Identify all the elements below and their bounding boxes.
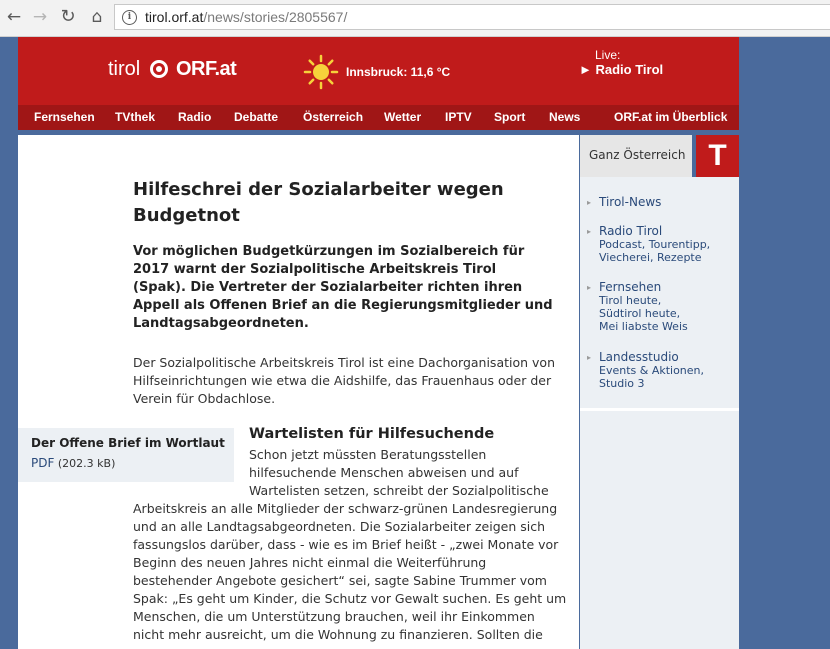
infobox (18, 428, 234, 482)
info-icon[interactable]: i (122, 10, 137, 25)
nav-item-fernsehen[interactable]: Fernsehen (34, 110, 95, 124)
nav-item-wetter[interactable]: Wetter (384, 110, 422, 124)
pdf-size: (202.3 kB) (57, 457, 116, 470)
sidebar-item-sub[interactable]: Tirol heute, (599, 294, 662, 307)
live-radio-link[interactable]: ► Radio Tirol (579, 62, 664, 77)
sidebar-item-title[interactable]: Radio Tirol (599, 224, 663, 238)
sidebar-item-sub[interactable]: Mei liabste Weis (599, 320, 688, 333)
url-path: /news/stories/2805567/ (203, 9, 348, 25)
nav-item-debatte[interactable]: Debatte (234, 110, 279, 124)
site-header (18, 37, 739, 105)
sidebar-item-sub[interactable]: Events & Aktionen, (599, 364, 705, 377)
body-line: bestehender Angebote gesichert“ sei, sagte Sabine Trummer vom (133, 573, 547, 588)
logo-brand[interactable]: ORF.at (176, 58, 237, 80)
article-subheading: Wartelisten für Hilfesuchende (249, 426, 495, 442)
body-line: hilfesuchende Menschen abweisen und auf (249, 465, 519, 480)
main-nav (18, 105, 739, 130)
bullet-icon: ▸ (587, 283, 592, 292)
url-domain: tirol.orf.at (145, 9, 204, 25)
sidebar-item-sub[interactable]: Südtirol heute, (599, 307, 681, 320)
address-bar[interactable] (114, 4, 830, 30)
tab-tirol-t[interactable]: T (696, 135, 739, 177)
bullet-icon: ▸ (587, 353, 592, 362)
sidebar-lower-panel (580, 411, 739, 649)
nav-item-oesterreich[interactable]: Österreich (303, 110, 364, 124)
body-line: und an alle Landtagsabgeordneten. Die Sozialarbeiter zeigen sich (133, 519, 545, 534)
nav-item-orf-overview[interactable]: ORF.at im Überblick (614, 110, 728, 124)
body-line: Wartelisten setzen, schreibt der Sozialpolitische (249, 483, 549, 498)
orf-eye-logo-icon[interactable] (150, 60, 168, 78)
body-line: Schon jetzt müssten Beratungsstellen (249, 447, 487, 462)
forward-arrow-icon[interactable]: → (32, 7, 48, 27)
sun-icon (303, 54, 339, 90)
home-icon[interactable]: ⌂ (91, 7, 103, 27)
browser-toolbar (0, 0, 830, 37)
nav-item-tvthek[interactable]: TVthek (115, 110, 156, 124)
article-headline: Hilfeschrei der Sozialarbeiter wegen Budgetnot (133, 179, 504, 226)
sidebar-item-sub[interactable]: Viecherei, Rezepte (599, 251, 702, 264)
live-label: Live: (595, 48, 621, 62)
logo-region[interactable]: tirol (108, 58, 141, 80)
body-line: Beginn des neuen Jahres nicht einmal die Weiterführung (133, 555, 487, 570)
nav-item-sport[interactable]: Sport (494, 110, 526, 124)
bullet-icon: ▸ (587, 227, 592, 236)
body-line: fassungslos darüber, dass - wie es im Brief heißt - „zwei Monate vor (133, 537, 559, 552)
bullet-icon: ▸ (587, 198, 592, 207)
sidebar-item-sub[interactable]: Studio 3 (599, 377, 645, 390)
nav-item-radio[interactable]: Radio (178, 110, 212, 124)
back-arrow-icon[interactable]: ← (6, 7, 22, 27)
weather-text[interactable]: Innsbruck: 11,6 °C (346, 65, 451, 79)
article-paragraph: Der Sozialpolitische Arbeitskreis Tirol ist eine Dachorganisation von Hilfseinrichtungen wie etwa die Aidshilfe, das Frauenhaus oder der Verein für Obdachlose. (133, 355, 555, 406)
tab-ganz-oesterreich[interactable] (580, 135, 692, 177)
article-lead: Vor möglichen Budgetkürzungen im Sozialbereich für 2017 warnt der Sozialpolitische Arbeitskreis Tirol (Spak). Die Vertreter der Sozialarbeiter richten ihren Appell als Offenen Brief an die Regierungsmitglieder und Landtagsabgeordneten. (133, 244, 553, 331)
article-content (18, 135, 579, 649)
sidebar-item-title[interactable]: Fernsehen (599, 280, 662, 294)
body-line: Spak: „Es geht um Kinder, die Schutz vor Gewalt suchen. Es geht um (133, 591, 567, 606)
sidebar-links (580, 177, 739, 411)
sidebar-item-title[interactable]: Landesstudio (599, 350, 679, 364)
pdf-link[interactable]: PDF (31, 456, 55, 470)
sidebar-item-sub[interactable]: Podcast, Tourentipp, (599, 238, 711, 251)
nav-item-iptv[interactable]: IPTV (445, 110, 472, 124)
tab-ganz-oesterreich-label: Ganz Österreich (589, 148, 686, 162)
nav-item-news[interactable]: News (549, 110, 581, 124)
url-text[interactable] (145, 9, 347, 25)
reload-icon[interactable]: ↻ (60, 6, 76, 27)
body-line: Arbeitskreis an alle Mitglieder der schwarz-grünen Landesregierung (133, 501, 558, 516)
infobox-title: Der Offene Brief im Wortlaut (31, 436, 225, 450)
infobox-link-row (31, 455, 115, 472)
body-line: Menschen, die um Unterstützung brauchen, weil ihr Einkommen (133, 609, 535, 624)
body-line: nicht mehr ausreicht, um die Wohnung zu finanzieren. Sollten die (133, 627, 543, 642)
sidebar-item-title[interactable]: Tirol-News (599, 195, 662, 209)
